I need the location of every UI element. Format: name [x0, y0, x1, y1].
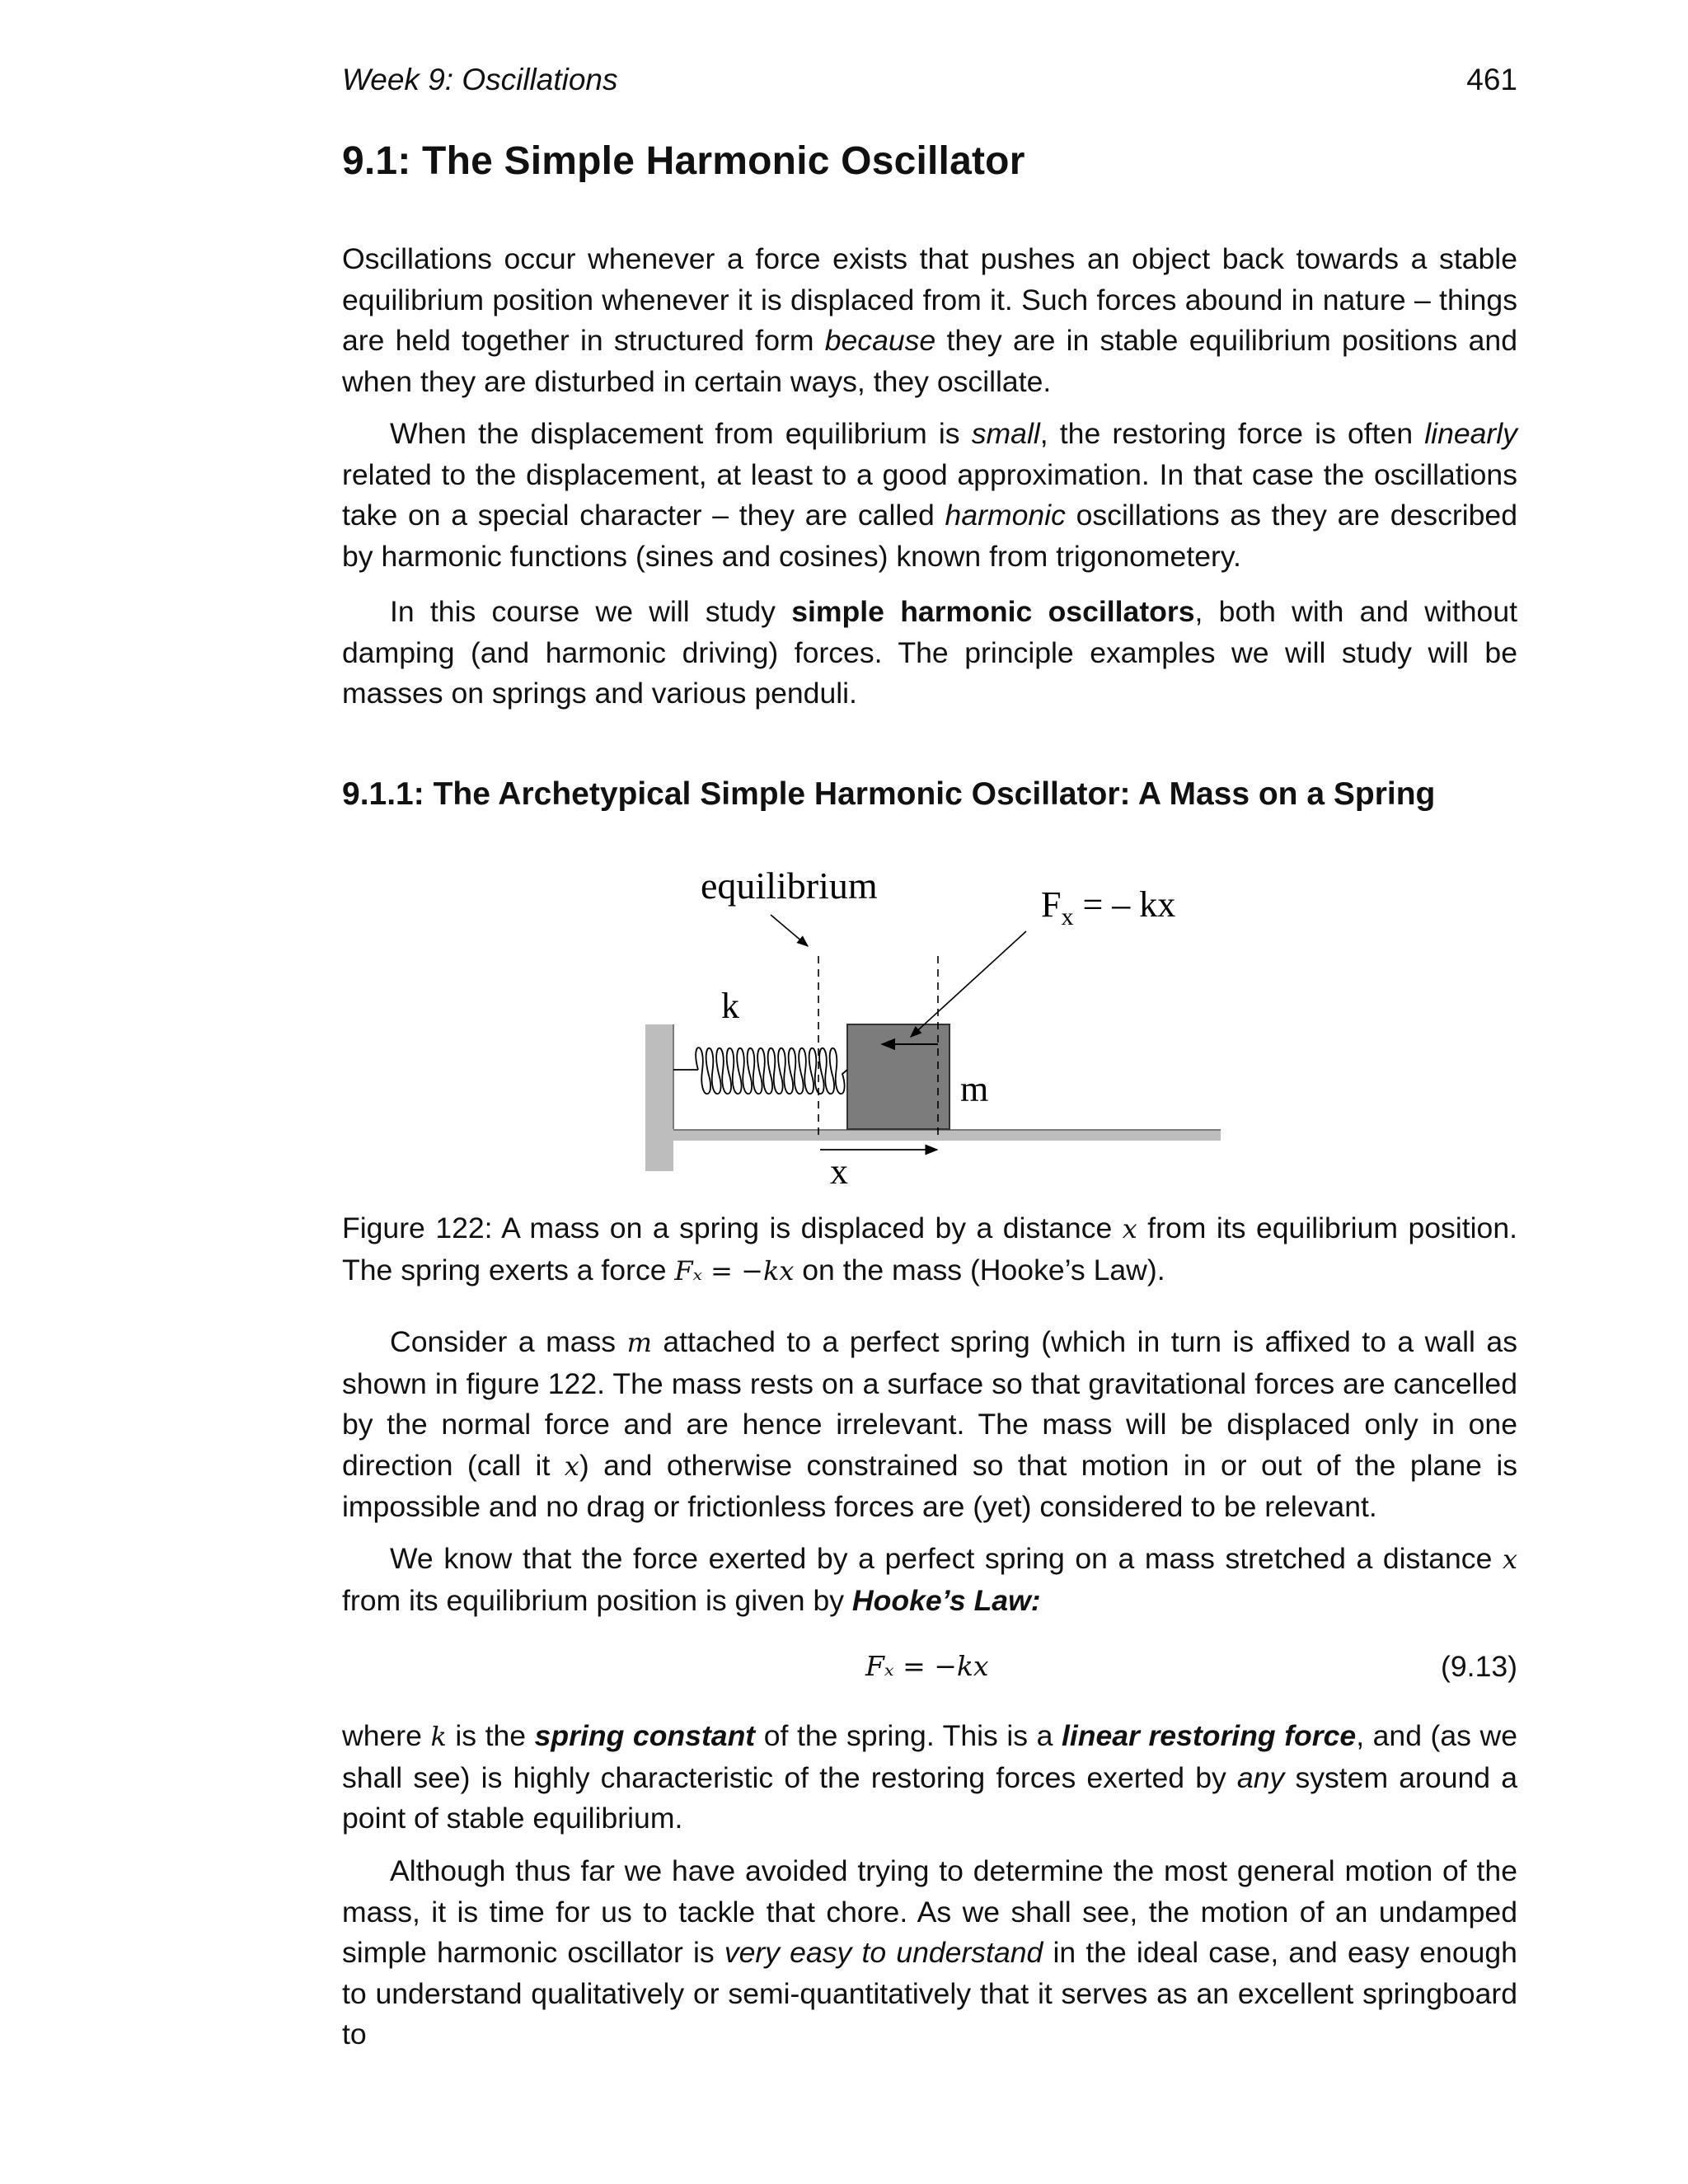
text-run: from its equilibrium position is given by — [342, 1583, 852, 1617]
text-run: where — [342, 1719, 431, 1752]
running-header — [342, 63, 1517, 104]
equation-body: Fₓ = −kx — [865, 1650, 989, 1682]
equilibrium-pointer — [771, 915, 808, 946]
section-title: 9.1: The Simple Harmonic Oscillator — [342, 139, 1025, 183]
equation-9-13 — [342, 1650, 1517, 1691]
text-run: is the — [446, 1719, 535, 1752]
text-run: Oscillations occur whenever a force exists that pushes an object back towards a stable equilibrium position whenever it is displaced from it. Such forces abound in nature – things are held together in structured form — [342, 242, 1517, 357]
label-force: $F_x$ = – kx — [1041, 884, 1176, 930]
mass-spring-diagram — [639, 857, 1249, 1187]
text-run: Consider a mass — [390, 1325, 627, 1358]
text-run: on the mass (Hooke’s Law). — [794, 1253, 1165, 1286]
label-m: m — [960, 1069, 989, 1109]
paragraph-1 — [342, 239, 1517, 402]
math-inline: m — [626, 1327, 652, 1358]
paragraph-7 — [342, 1851, 1517, 2055]
text-run: In this course we will study — [390, 595, 792, 628]
math-inline: Fₓ = −kx — [674, 1254, 795, 1286]
emphasis: any — [1236, 1760, 1285, 1794]
equation-number: (9.13) — [1441, 1650, 1517, 1683]
spring — [673, 1047, 847, 1094]
text-run: Although thus far we have avoided trying to determine the most general motion of the mass, it is time for us to tackle that chore. As we shall see, the motion of an undamped simple harmonic oscillator is — [342, 1854, 1517, 1969]
text-run: attached to a perfect spring (which in turn is affixed to a wall as shown in figure 122. The mass rests on a surface so that gravitational forces are cancelled by the normal force and are hence irrelevant. The mass will be displaced only in one direction (call it — [342, 1325, 1517, 1482]
strong-term: spring constant — [534, 1719, 756, 1752]
strong-term: linear restoring force — [1061, 1719, 1357, 1752]
page-number: 461 — [1466, 63, 1517, 96]
text-run: , the restoring force is often — [1039, 417, 1425, 450]
label-equilibrium: equilibrium — [701, 865, 878, 907]
text-run: When the displacement from equilibrium is — [390, 417, 972, 450]
text-run: ) and otherwise constrained so that motion in or out of the plane is impossible and no drag or frictionless forces are (yet) considered to be relevant. — [342, 1448, 1518, 1523]
strong-term: simple harmonic oscillators — [791, 595, 1195, 628]
paragraph-6 — [342, 1716, 1517, 1840]
math-inline: k — [430, 1721, 447, 1752]
label-x: x — [830, 1151, 848, 1187]
text-run: We know that the force exerted by a perfect spring on a mass stretched a distance — [390, 1542, 1503, 1575]
text-run: they are in stable equilibrium positions and when they are disturbed in certain ways, they oscillate. — [342, 324, 1517, 398]
text-run: in the ideal case, and easy enough to understand qualitatively or semi-quantitatively that it serves as an excellent springboard to — [342, 1936, 1517, 2050]
paragraph-5 — [342, 1539, 1517, 1621]
emphasis: harmonic — [945, 499, 1066, 532]
paragraph-2 — [342, 414, 1517, 577]
text-run: system around a point of stable equilibrium. — [342, 1760, 1517, 1835]
figure-caption — [342, 1208, 1517, 1291]
text-run: related to the displacement, at least to a good approximation. In that case the oscillations take on a special character – they are called — [342, 457, 1517, 532]
paragraph-4 — [342, 1322, 1517, 1528]
text-run: Figure 122: A mass on a spring is displaced by a distance — [342, 1212, 1123, 1244]
math-inline: x — [564, 1450, 579, 1482]
mass-block — [847, 1024, 950, 1129]
text-run: from its equilibrium position. The spring exerts a force — [342, 1212, 1518, 1286]
subsection-title: 9.1.1: The Archetypical Simple Harmonic Oscillator: A Mass on a Spring — [342, 776, 1436, 812]
math-inline: x — [1502, 1544, 1517, 1575]
label-k: k — [721, 986, 739, 1026]
emphasis: linearly — [1424, 417, 1517, 450]
force-pointer — [911, 931, 1026, 1037]
text-run: , and (as we shall see) is highly characteristic of the restoring forces exerted by — [342, 1719, 1517, 1794]
chapter-title: Week 9: Oscillations — [342, 63, 618, 96]
text-run: of the spring. This is a — [755, 1719, 1062, 1752]
emphasis: because — [824, 324, 936, 357]
emphasis: small — [971, 417, 1040, 450]
strong-term: Hooke’s Law: — [851, 1583, 1041, 1617]
paragraph-3 — [342, 592, 1517, 715]
figure-mass-spring — [639, 857, 1249, 1187]
text-run: , both with and without damping (and harmonic driving) forces. The principle examples we will study will be masses on springs and various penduli. — [342, 595, 1518, 710]
emphasis: very easy to understand — [724, 1936, 1043, 1969]
text-run: oscillations as they are described by harmonic functions (sines and cosines) known from trigonometery. — [342, 499, 1517, 573]
math-inline: x — [1122, 1213, 1137, 1244]
